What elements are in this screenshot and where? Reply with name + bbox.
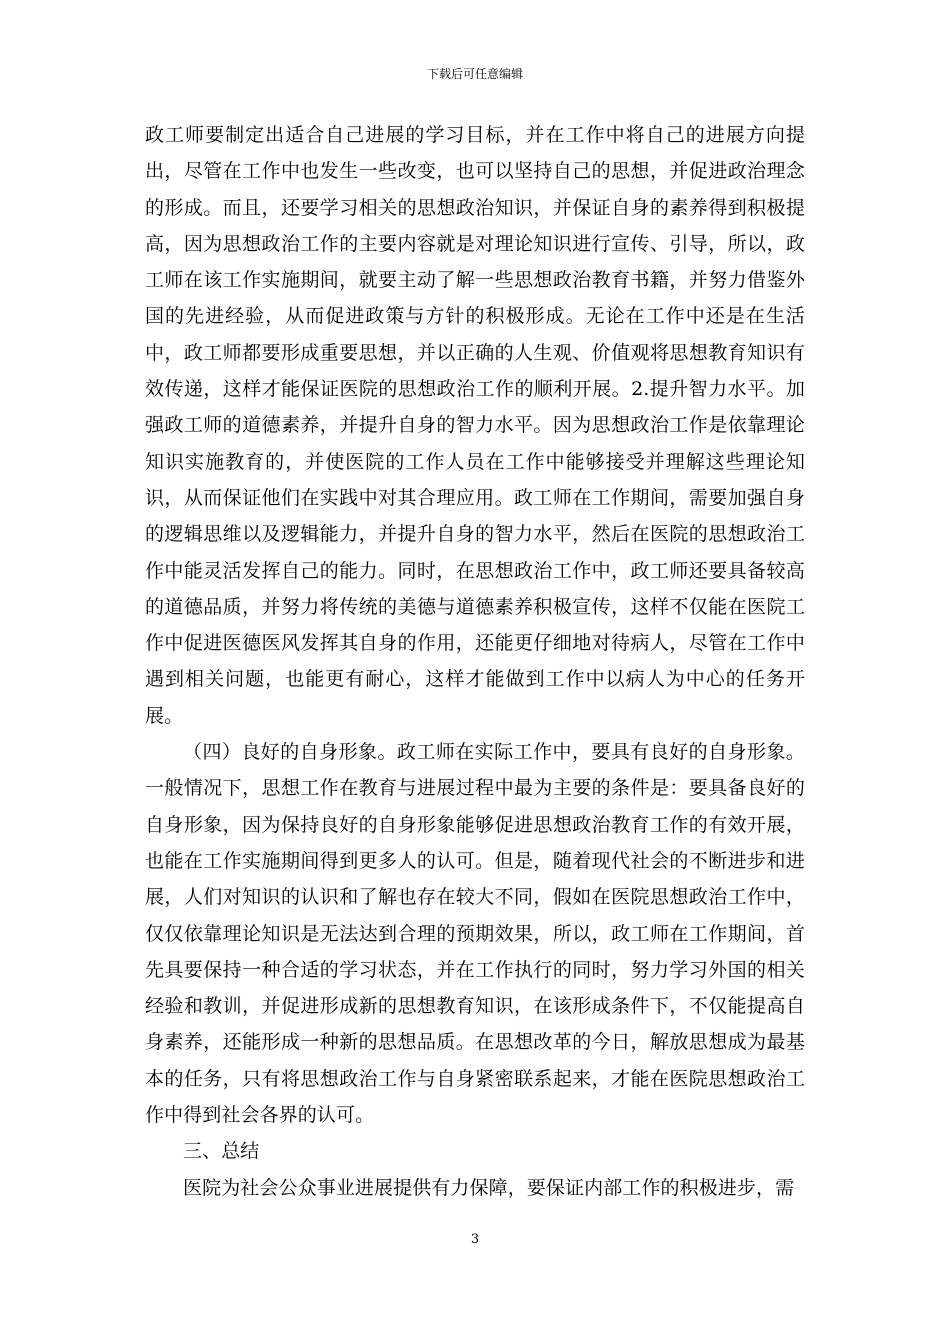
paragraph-continuation: 政工师要制定出适合自己进展的学习目标，并在工作中将自己的进展方向提出，尽管在工作中也发生一些改变，也可以坚持自己的思想，并促进政治理念的形成。而且，还要学习相关的思想政治知识，并保证自身的素养得到积极提高，因为思想政治工作的主要内容就是对理论知识进行宣传、引导，所以，政工师在该工作实施期间，就要主动了解一些思想政治教育书籍，并努力借鉴外国的先进经验，从而促进政策与方针的积极形成。无论在工作中还是在生活中，政工师都要形成重要思想，并以正确的人生观、价值观将思想教育知识有效传递，这样才能保证医院的思想政治工作的顺利开展。2.提升智力水平。加强政工师的道德素养，并提升自身的智力水平。因为思想政治工作是依靠理论知识实施教育的，并使医院的工作人员在工作中能够接受并理解这些理论知识，从而保证他们在实践中对其合理应用。政工师在工作期间，需要加强自身的逻辑思维以及逻辑能力，并提升自身的智力水平，然后在医院的思想政治工作中能灵活发挥自己的能力。同时，在思想政治工作中，政工师还要具备较高的道德品质，并努力将传统的美德与道德素养积极宣传，这样不仅能在医院工作中促进医德医风发挥其自身的作用，还能更仔细地对待病人，尽管在工作中遇到相关问题，也能更有耐心，这样才能做到工作中以病人为中心的任务开展。 [145,124,805,727]
paragraph-summary: 医院为社会公众事业进展提供有力保障，要保证内部工作的积极进步，需 [183,1176,795,1199]
page-number: 3 [470,1232,480,1247]
document-body [145,117,805,1206]
page-header: 下载后可任意编辑 [426,67,523,81]
section-heading-summary: 三、总结 [183,1140,260,1163]
paragraph-self-image: （四）良好的自身形象。政工师在实际工作中，要具有良好的自身形象。一般情况下，思想工作在教育与进展过程中最为主要的条件是：要具备良好的自身形象，因为保持良好的自身形象能够促进思想政治教育工作的有效开展，也能在工作实施期间得到更多人的认可。但是，随着现代社会的不断进步和进展，人们对知识的认识和了解也存在较大不同，假如在医院思想政治工作中，仅仅依靠理论知识是无法达到合理的预期效果，所以，政工师在工作期间，首先具要保持一种合适的学习状态，并在工作执行的同时，努力学习外国的相关经验和教训，并促进形成新的思想教育知识，在该形成条件下，不仅能提高自身素养，还能形成一种新的思想品质。在思想改革的今日，解放思想成为最基本的任务，只有将思想政治工作与自身紧密联系起来，才能在医院思想政治工作中得到社会各界的认可。 [145,741,805,1127]
